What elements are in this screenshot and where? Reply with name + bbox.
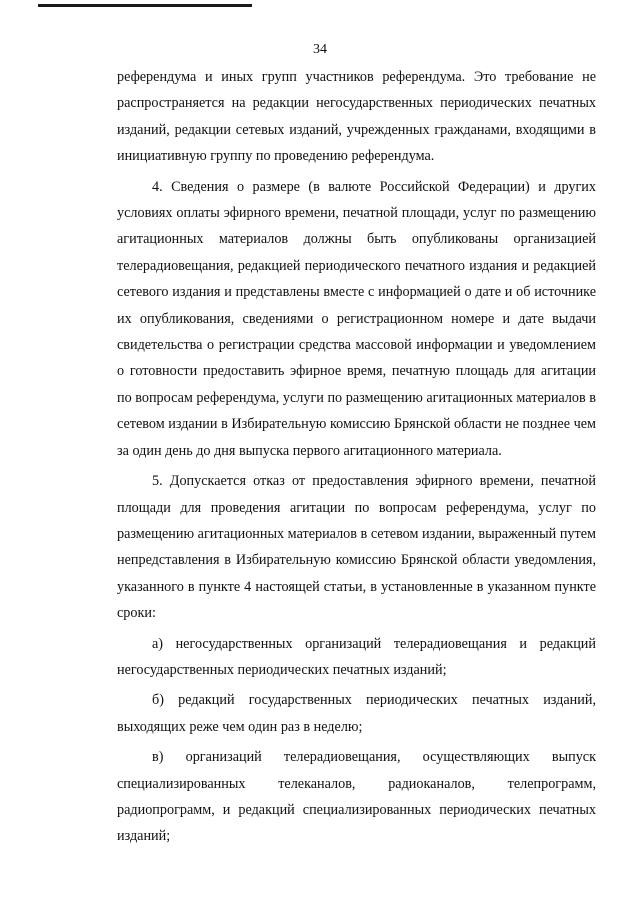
list-item-v: в) организаций телерадиовещания, осуществляющих выпуск специализированных телеканалов, радиоканалов, телепрограмм, радиопрограмм, и редакций специализированных периодических печатных изданий;: [117, 749, 596, 845]
list-item-a: а) негосударственных организаций телерадиовещания и редакций негосударственных периодических печатных изданий;: [117, 635, 596, 678]
paragraph-5: 5. Допускается отказ от предоставления эфирного времени, печатной площади для проведения агитации по вопросам референдума, услуг по размещению агитационных материалов в сетевом издании, выраженный путем непредставления в Избирательную комиссию Брянской области уведомления, указанного в пункте 4 настоящей статьи, в установленные в указанном пункте сроки:: [117, 473, 596, 622]
page-number: 34: [313, 42, 327, 57]
document-body: [117, 64, 596, 850]
paragraph-continuation: референдума и иных групп участников референдума. Это требование не распространяется на редакции негосударственных периодических печатных изданий, редакции сетевых изданий, учрежденных гражданами, входящими в инициативную группу по проведению референдума.: [117, 69, 596, 165]
paragraph-4: 4. Сведения о размере (в валюте Российской Федерации) и других условиях оплаты эфирного времени, печатной площади, услуг по размещению агитационных материалов должны быть опубликованы организацией телерадиовещания, редакцией периодического печатного издания и редакцией сетевого издания и представлены вместе с информацией о дате и об источнике их опубликования, сведениями о регистрационном номере и дате выдачи свидетельства о регистрации средства массовой информации и уведомлением о готовности предоставить эфирное время, печатную площадь для агитации по вопросам референдума, услуги по размещению агитационных материалов в сетевом издании в Избирательную комиссию Брянской области не позднее чем за один день до дня выпуска первого агитационного материала.: [117, 178, 596, 459]
scan-edge-bar: [38, 4, 252, 7]
list-item-b: б) редакций государственных периодических печатных изданий, выходящих реже чем один раз в неделю;: [117, 692, 596, 735]
